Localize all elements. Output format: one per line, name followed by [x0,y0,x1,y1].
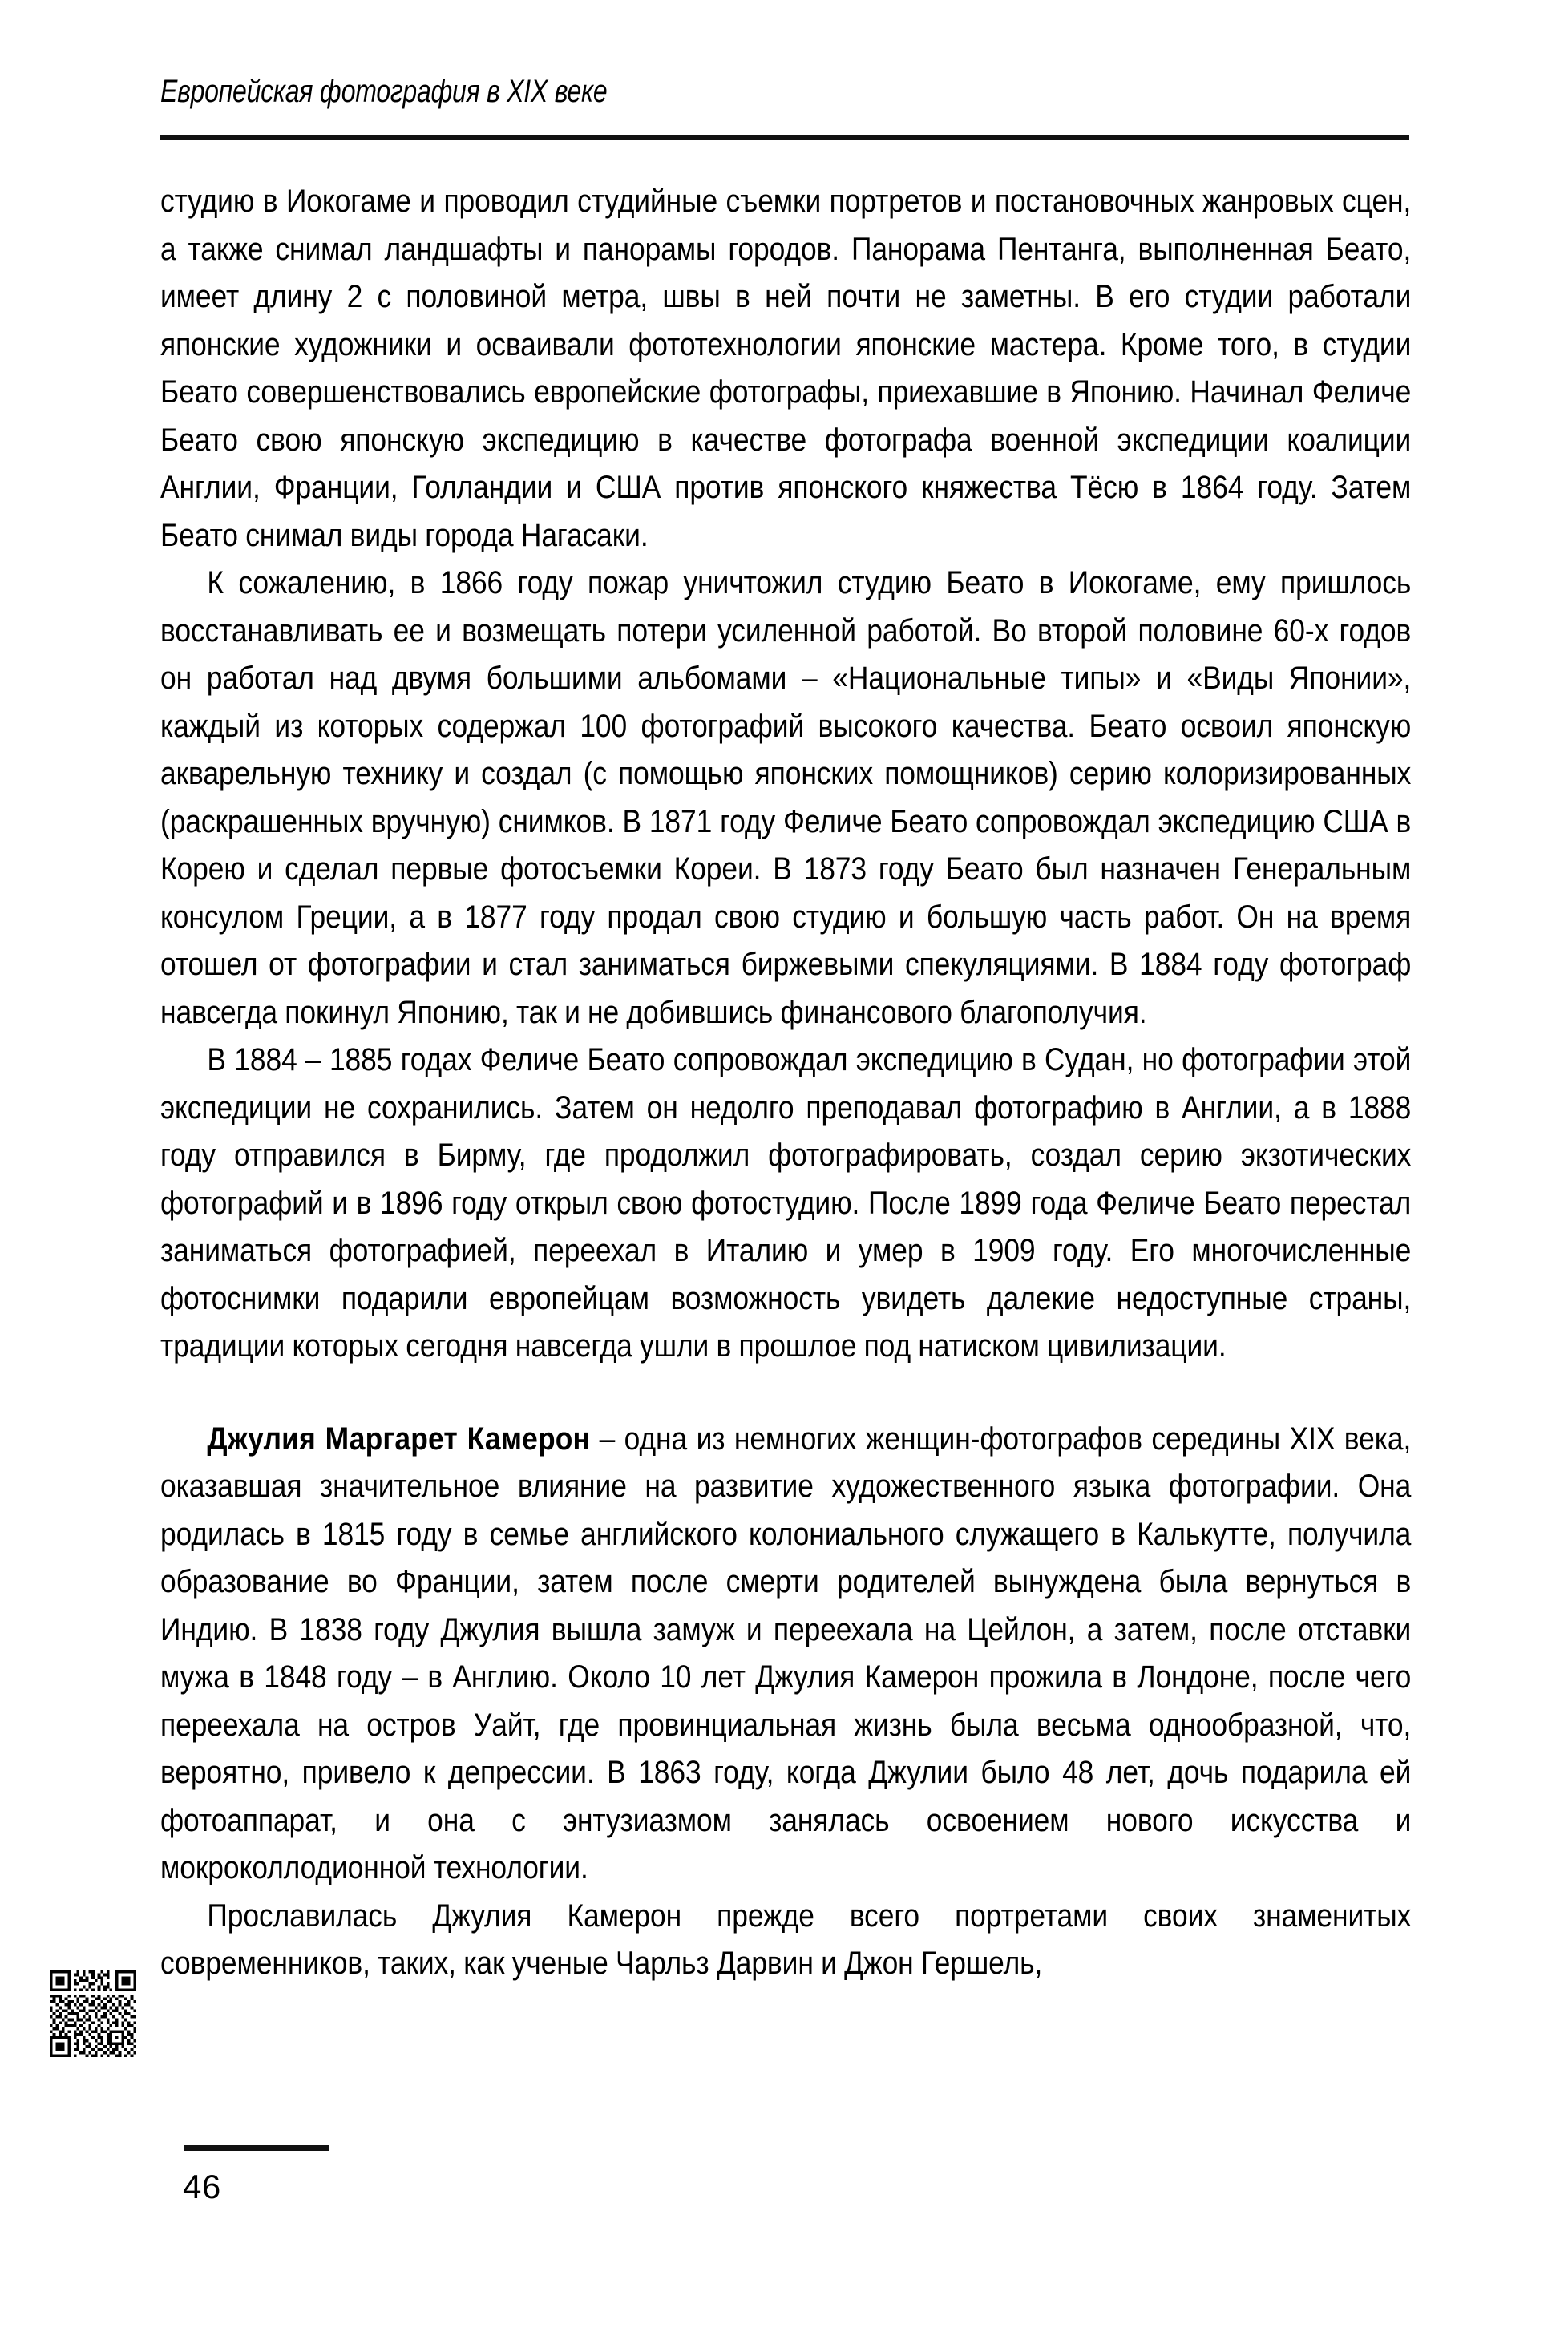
lead-in-name: Джулия Маргарет Камерон [207,1421,591,1457]
footer-rule [184,2145,329,2151]
page-number: 46 [183,2168,221,2205]
body-paragraph: студию в Иокогаме и проводил студийные съемки портретов и постановочных жанровых сцен, а также снимал ландшафты и панорамы городов. Панорама Пентанга, выполненная Беато, имеет длину 2 с половиной метра, швы в ней почти не заметны. В его студии работали японские художники и осваивали фототехнологии японские мастера. Кроме того, в студии Беато совершенствовались европейские фотографы, приехавшие в Японию. Начинал Феличе Беато свою японскую экспедицию в качестве фотографа военной экспедиции коалиции Англии, Франции, Голландии и США против японского княжества Тёсю в 1864 году. Затем Беато снимал виды города Нагасаки. [160,184,1412,553]
body-paragraph-cameron [160,1416,1411,1893]
running-head: Европейская фотография в XIX веке [160,74,608,109]
header-rule [160,135,1409,140]
body-paragraph: В 1884 – 1885 годах Феличе Беато сопровождал экспедицию в Судан, но фотографии этой экспедиции не сохранились. Затем он недолго преподавал фотографию в Англии, а в 1888 году отправился в Бирму, где продолжил фотографировать, создал серию экзотических фотографий и в 1896 году открыл свою фотостудию. После 1899 года Феличе Беато перестал заниматься фотографией, переехал в Италию и умер в 1909 году. Его многочисленные фотоснимки подарили европейцам возможность увидеть далекие недоступные страны, традиции которых сегодня навсегда ушли в прошлое под натиском цивилизации. [160,1042,1412,1364]
qr-code-icon [50,1970,136,2057]
body-paragraph: Прославилась Джулия Камерон прежде всего портретами своих знаменитых современников, таких, как ученые Чарльз Дарвин и Джон Гершель, [160,1898,1412,1981]
lead-in-rest: – одна из немногих женщин-фотографов середины XIX века, оказавшая значительное влияние на развитие художественного языка фотографии. Она родилась в 1815 году в семье английского колониального служащего в Калькутте, получила образование во Франции, затем после смерти родителей вынуждена была вернуться в Индию. В 1838 году Джулия вышла замуж и переехала на Цейлон, а затем, после отставки мужа в 1848 году – в Англию. Около 10 лет Джулия Камерон прожила в Лондоне, после чего переехала на остров Уайт, где провинциальная жизнь была весьма однообразной, что, вероятно, привело к депрессии. В 1863 году, когда Джулии было 48 лет, дочь подарила ей фотоаппарат, и она с энтузиазмом занялась освоением нового искусства и мокроколлодионной технологии. [160,1421,1412,1885]
paragraph-spacer [160,1371,1411,1416]
body-paragraph: К сожалению, в 1866 году пожар уничтожил студию Беато в Иокогаме, ему пришлось восстанавливать ее и возмещать потери усиленной работой. Во второй половине 60-х годов он работал над двумя большими альбомами – «Национальные типы» и «Виды Японии», каждый из которых содержал 100 фотографий высокого качества. Беато освоил японскую акварельную технику и создал (с помощью японских помощников) серию колоризированных (раскрашенных вручную) снимков. В 1871 году Феличе Беато сопровождал экспедицию США в Корею и сделал первые фотосъемки Кореи. В 1873 году Беато был назначен Генеральным консулом Греции, а в 1877 году продал свою студию и большую часть работ. Он на время отошел от фотографии и стал заниматься биржевыми спекуляциями. В 1884 году фотограф навсегда покинул Японию, так и не добившись финансового благополучия. [160,565,1412,1030]
text-column [160,178,1411,1988]
